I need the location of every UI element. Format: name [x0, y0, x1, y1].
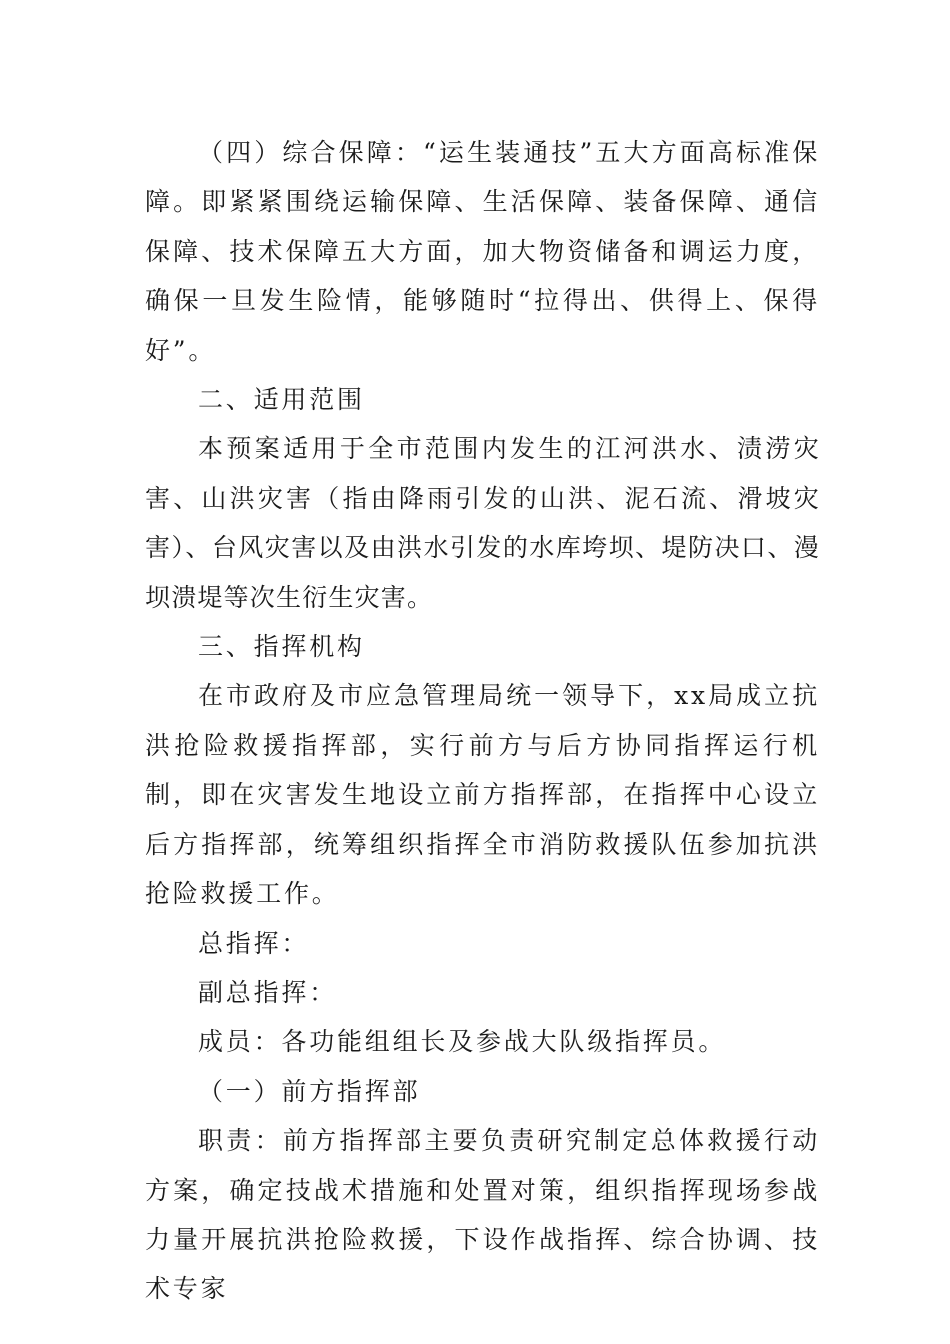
line-chief-commander: 总指挥： — [198, 928, 310, 958]
paragraph-comprehensive-support: （四）综合保障：“运生装通技”五大方面高标准保障。即紧紧围绕运输保障、生活保障、装备保障、通信保障、技术保障五大方面，加大物资储备和调运力度，确保一旦发生险情，能够随时“拉得出、供得上、保得好”。 — [145, 138, 820, 365]
paragraph-scope: 本预案适用于全市范围内发生的江河洪水、渍涝灾害、山洪灾害（指由降雨引发的山洪、泥石流、滑坡灾害）、台风灾害以及由洪水引发的水库垮坝、堤防决口、漫坝溃堤等次生衍生灾害。 — [145, 434, 820, 612]
line-members: 成员：各功能组组长及参战大队级指挥员。 — [198, 1027, 727, 1057]
document-body — [145, 128, 820, 1314]
heading-scope: 二、适用范围 — [198, 385, 365, 415]
heading-forward-command: （一）前方指挥部 — [198, 1076, 421, 1106]
heading-command-structure: 三、指挥机构 — [198, 632, 365, 662]
paragraph-command-structure: 在市政府及市应急管理局统一领导下，xx局成立抗洪抢险救援指挥部，实行前方与后方协同指挥运行机制，即在灾害发生地设立前方指挥部，在指挥中心设立后方指挥部，统筹组织指挥全市消防救援队伍参加抗洪抢险救援工作。 — [145, 681, 820, 909]
line-deputy-commander: 副总指挥： — [198, 977, 338, 1007]
paragraph-forward-command-duties: 职责：前方指挥部主要负责研究制定总体救援行动方案，确定技战术措施和处置对策，组织指挥现场参战力量开展抗洪抢险救援，下设作战指挥、综合协调、技术专家 — [145, 1126, 820, 1304]
